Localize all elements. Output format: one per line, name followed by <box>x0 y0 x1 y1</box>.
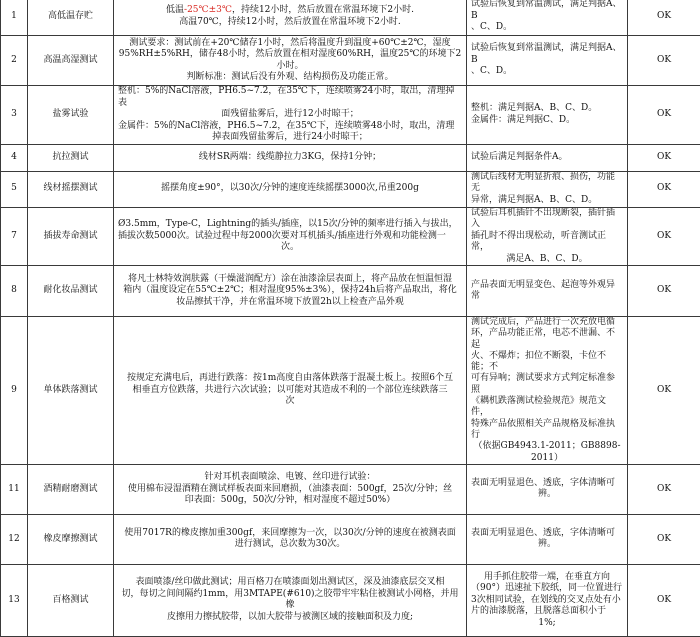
result: OK <box>628 464 700 514</box>
table-row <box>1 207 700 266</box>
table-row <box>1 0 700 36</box>
test-item: 高低温存贮 <box>28 0 114 36</box>
row-number: 3 <box>1 86 28 145</box>
row-number: 4 <box>1 144 28 171</box>
criteria: 表面无明显退色、透底，字体清晰可 辨。 <box>467 514 628 564</box>
table-row <box>1 171 700 207</box>
result: OK <box>628 86 700 145</box>
test-method: 整机：5%的NaCl溶液，PH6.5~7.2，在35℃下，连续喷雾24小时，取出，清理掉表 面残留盐雾后，进行12小时晾干； 金属件：5%的NaCl溶液，PH6.5~7.2，在35℃下，连续喷雾48小时，取出，清理 掉表面残留盐雾后，进行24小时晾干； <box>114 86 467 145</box>
result: OK <box>628 317 700 465</box>
criteria: 整机：满足判据A、B、C、D。 金属件：满足判据C、D。 <box>467 86 628 145</box>
row-number: 5 <box>1 171 28 207</box>
criteria: 表面无明显退色、透底，字体清晰可 辨。 <box>467 464 628 514</box>
row-number: 11 <box>1 464 28 514</box>
result: OK <box>628 514 700 564</box>
row-number: 2 <box>1 36 28 86</box>
red-temperature-text: -25℃±3℃ <box>184 5 232 15</box>
criteria: 测试后线材无明显折痕、损伤，功能无 异常，满足判据A、B、C、D。 <box>467 171 628 207</box>
table-row <box>1 144 700 171</box>
table-row <box>1 86 700 145</box>
criteria: 用手抓住胶带一端，在垂直方向 （90°）迅速扯下胶纸，同一位置进行 3次相同试验，在划线的交叉点处有小 片的油漆脱落，且脱落总面积小于 1%; <box>467 564 628 636</box>
test-method: 线材SR两端：线缆静拉力3KG，保持1分钟； <box>114 144 467 171</box>
test-method: 使用7017R的橡皮擦加重300gf，来回摩擦为一次，以30次/分钟的速度在被测表面 进行测试，总次数为30次。 <box>114 514 467 564</box>
test-item: 百格测试 <box>28 564 114 636</box>
test-item: 线材摇摆测试 <box>28 171 114 207</box>
test-item: 耐化妆品测试 <box>28 266 114 317</box>
test-item: 单体跌落测试 <box>28 317 114 465</box>
criteria: 产品表面无明显变色、起泡等外观异常 <box>467 266 628 317</box>
criteria: 试验后恢复到常温测试，满足判据A、B 、C、D。 <box>467 36 628 86</box>
row-number: 1 <box>1 0 28 36</box>
row-number: 8 <box>1 266 28 317</box>
row-number: 9 <box>1 317 28 465</box>
test-item: 高温高湿测试 <box>28 36 114 86</box>
result: OK <box>628 144 700 171</box>
test-method: 低温-25℃±3℃，持续12小时，然后放置在常温环境下2小时. 高温70℃，持续12小时，然后放置在常温环境下2小时. <box>114 0 467 36</box>
test-item: 抗拉测试 <box>28 144 114 171</box>
result: OK <box>628 36 700 86</box>
criteria: 测试完成后，产品进行一次充放电循 环，产品功能正常，电芯不泄漏、不起 火、不爆炸；扣位不断裂，卡位不能；不 可有异响；测试要求方式判定标准参照 《耦机跌落测试检验规范》规范文件， 特殊产品依照相关产品规格及标准执行 （依据GB4943.1-2011；GB8898- 2011） <box>467 317 628 465</box>
test-method: 测试要求：测试前在+20℃储存1小时，然后将温度升到温度+60℃±2℃，湿度 95%RH±5%RH，储存48小时，然后放置在相对湿度60%RH，温度25℃的环境下2小时。 判断标准：测试后没有外观、结构损伤及功能正常。 <box>114 36 467 86</box>
row-number: 13 <box>1 564 28 636</box>
criteria: 试验后耳机插针不出现断裂，插针插入 插孔时不得出现松动，听音测试正常， 满足A、B、C、D。 <box>467 207 628 266</box>
test-method: 将凡士林特效润肤露（干燥滋润配方）涂在油漆涂层表面上，将产品放在恒温恒湿 箱内（温度设定在55℃±2℃；相对湿度95%±3%），保持24h后将产品取出，将化 妆品擦拭干净，并在常温环境下放置2h以上检查产品外观 <box>114 266 467 317</box>
test-method: 摇摆角度±90°，以30次/分钟的速度连续摇摆3000次,吊重200g <box>114 171 467 207</box>
table-row <box>1 266 700 317</box>
test-method: 针对耳机表面喷涂、电镀、丝印进行试验： 使用棉布浸湿酒精在测试样板表面来回磨损，（油漆表面：500gf，25次/分钟；丝 印表面：500g，50次/分钟，相对湿度不超过50%） <box>114 464 467 514</box>
test-method: 表面喷漆/丝印做此测试；用百格刀在喷漆面划出测试区，深及油漆底层交叉相 切，每切之间间隔约1mm，用3MTAPE(#610)之胶带牢牢粘住被测试小网格，并用橡 皮擦用力擦拭胶带，以加大胶带与被测区域的接触面积及力度; <box>114 564 467 636</box>
result: OK <box>628 0 700 36</box>
table-row <box>1 36 700 86</box>
criteria: 试验后满足判据条件A。 <box>467 144 628 171</box>
table-row <box>1 464 700 514</box>
table-row <box>1 564 700 636</box>
test-item: 橡皮摩擦测试 <box>28 514 114 564</box>
table-row <box>1 514 700 564</box>
result: OK <box>628 564 700 636</box>
test-item: 插拔寿命测试 <box>28 207 114 266</box>
result: OK <box>628 171 700 207</box>
result: OK <box>628 207 700 266</box>
test-method: Ø3.5mm，Type-C，Lightning的插头/插座，以15次/分钟的频率进行插入与拔出， 插拔次数5000次。试验过程中每2000次要对耳机插头/插座进行外观和功能检测一 次。 <box>114 207 467 266</box>
row-number: 12 <box>1 514 28 564</box>
test-item: 盐雾试验 <box>28 86 114 145</box>
row-number: 7 <box>1 207 28 266</box>
criteria: 试验后恢复到常温测试，满足判据A、B 、C、D。 <box>467 0 628 36</box>
test-method: 按规定充满电后，再进行跌落：按1m高度自由落体跌落于混凝土板上。按照6个互 相垂直方位跌落，共进行六次试验；以可能对其造成不利的一个部位连续跌落三 次 <box>114 317 467 465</box>
test-item: 酒精耐磨测试 <box>28 464 114 514</box>
result: OK <box>628 266 700 317</box>
table-row <box>1 317 700 465</box>
